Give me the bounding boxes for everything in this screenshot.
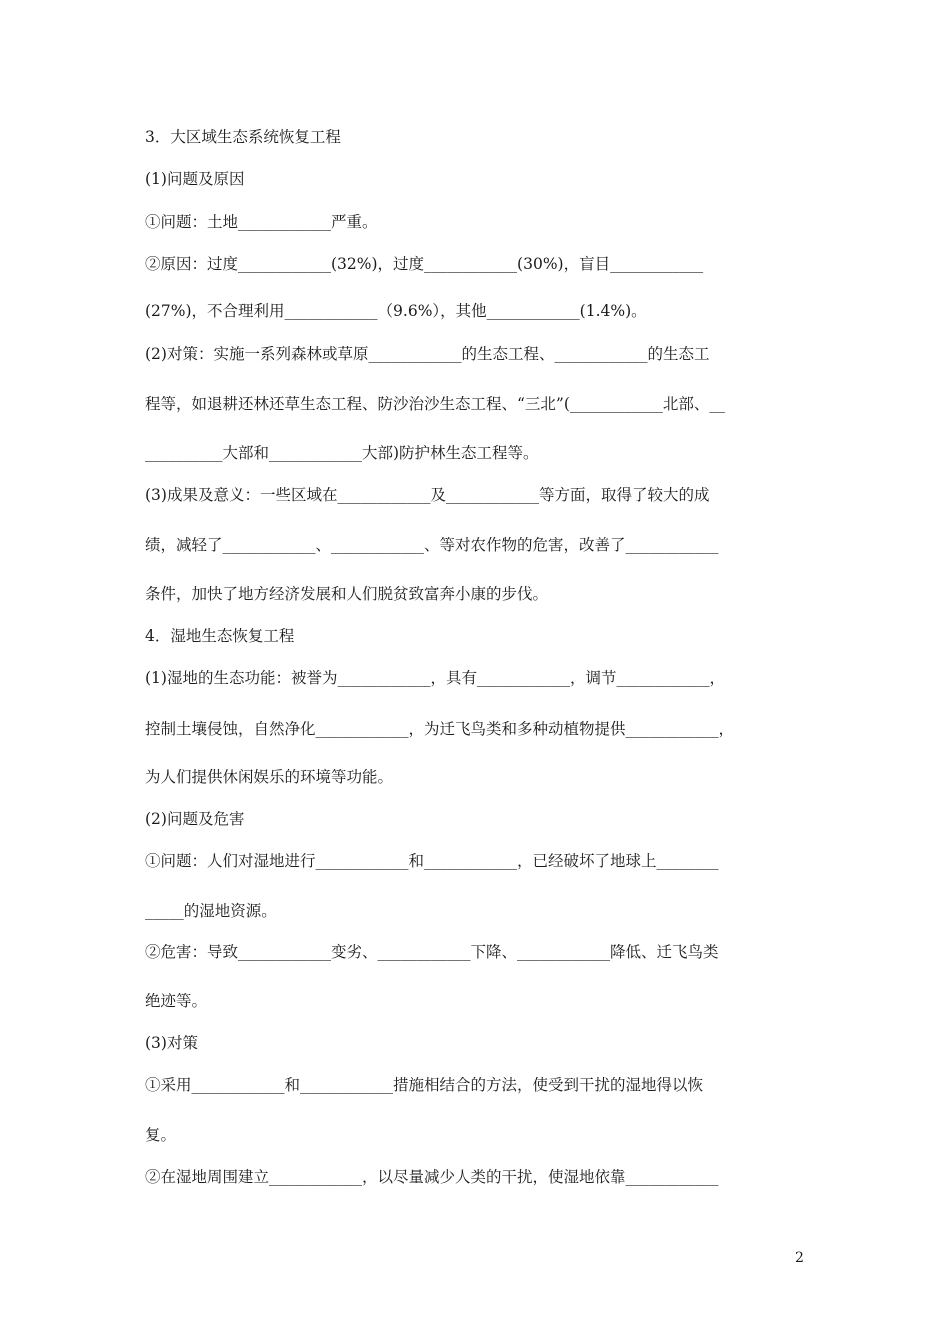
text-line: ①采用____________和____________措施相结合的方法，使受到干扰的湿地得以恢 — [145, 1076, 704, 1094]
text-line: 为人们提供休闲娱乐的环境等功能。 — [145, 768, 394, 786]
text-line: (27%)，不合理利用____________（9.6%），其他____________(1.4%)。 — [145, 302, 647, 320]
subheading: (1)问题及原因 — [145, 170, 245, 188]
text-line: ①问题：土地____________严重。 — [145, 213, 378, 231]
text-line: (2)对策：实施一系列森林或草原____________的生态工程、____________的生态工 — [145, 345, 710, 363]
text-line: _____的湿地资源。 — [145, 902, 277, 920]
text-line: 绩，减轻了____________、____________、等对农作物的危害，改善了____________ — [145, 536, 719, 554]
text-line: 条件，加快了地方经济发展和人们脱贫致富奔小康的步伐。 — [145, 585, 549, 603]
text-line: (1)湿地的生态功能：被誉为____________，具有____________，调节____________， — [145, 669, 725, 687]
text-line: 控制土壤侵蚀，自然净化____________，为迁飞鸟类和多种动植物提供____________， — [145, 720, 735, 738]
page-number: 2 — [795, 1250, 804, 1266]
subheading: (3)对策 — [145, 1034, 198, 1052]
text-line: ①问题：人们对湿地进行____________和____________，已经破坏了地球上________ — [145, 852, 719, 870]
text-line: ②危害：导致____________变劣、____________下降、____________降低、迁飞鸟类 — [145, 943, 719, 961]
text-line: (3)成果及意义：一些区域在____________及____________等方面，取得了较大的成 — [145, 486, 710, 504]
section-heading: 3．大区域生态系统恢复工程 — [145, 128, 341, 146]
text-line: __________大部和____________大部)防护林生态工程等。 — [145, 444, 539, 462]
text-line: 程等，如退耕还林还草生态工程、防沙治沙生态工程、“三北”(____________北部、__ — [145, 395, 725, 413]
subheading: (2)问题及危害 — [145, 810, 245, 828]
text-line: ②原因：过度____________(32%)，过度____________(30%)，盲目____________ — [145, 255, 704, 273]
text-line: 复。 — [145, 1126, 177, 1144]
text-line: 绝迹等。 — [145, 992, 208, 1010]
text-line: ②在湿地周围建立____________，以尽量减少人类的干扰，使湿地依靠____________ — [145, 1168, 719, 1186]
section-heading: 4．湿地生态恢复工程 — [145, 627, 295, 645]
